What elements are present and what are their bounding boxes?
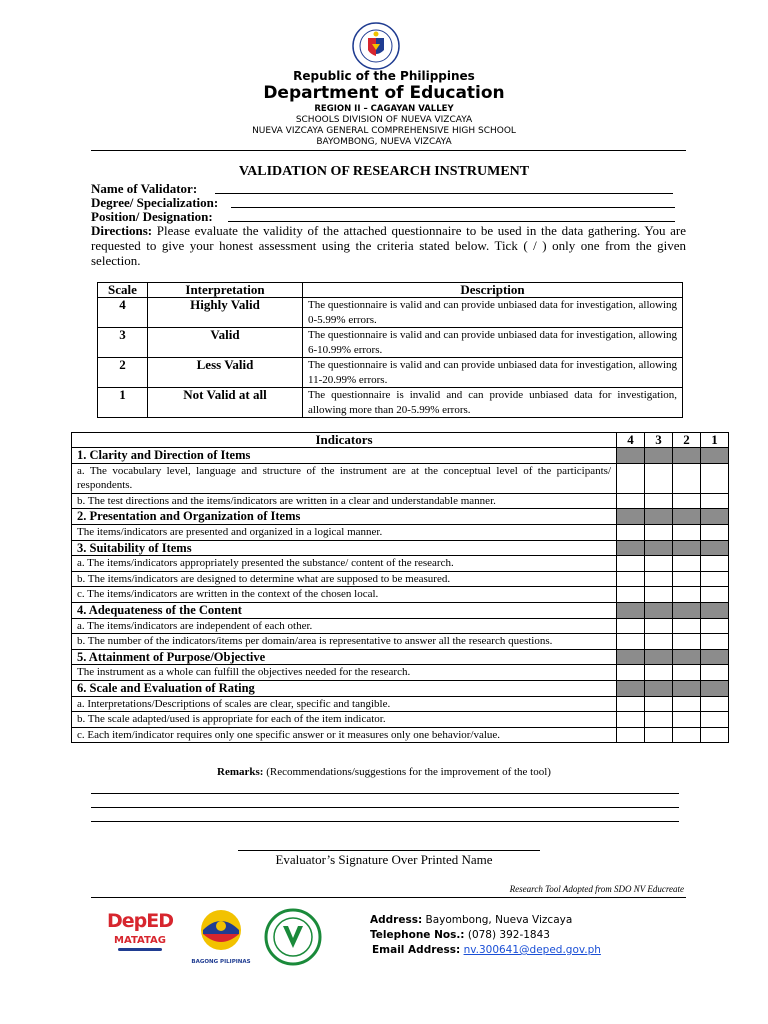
- rating-1-cell[interactable]: [701, 556, 729, 572]
- category-shade-cell: [701, 649, 729, 665]
- email-link[interactable]: nv.300641@deped.gov.ph: [463, 944, 601, 956]
- footer-phone: [370, 929, 550, 941]
- category-shade-cell: [617, 649, 645, 665]
- rating-2-cell[interactable]: [673, 634, 701, 650]
- header-region: REGION II – CAGAYAN VALLEY: [314, 104, 454, 114]
- rating-4-cell[interactable]: [617, 696, 645, 712]
- rating-3-cell[interactable]: [645, 665, 673, 681]
- category-shade-cell: [701, 602, 729, 618]
- bagong-pilipinas-emblem-icon: [199, 908, 243, 952]
- phone-label: Telephone Nos.:: [370, 929, 465, 941]
- remarks-label: Remarks:: [217, 766, 264, 778]
- rating-2-cell[interactable]: [673, 665, 701, 681]
- indicator-text: c. Each item/indicator requires only one specific answer or it measures only one behavior/value.: [72, 727, 617, 743]
- indicator-row: [72, 463, 729, 493]
- signature-caption: Evaluator’s Signature Over Printed Name: [275, 852, 493, 867]
- indicator-text: b. The scale adapted/used is appropriate for each of the item indicator.: [72, 712, 617, 728]
- scale-value: 4: [98, 298, 148, 328]
- rating-2-cell[interactable]: [673, 618, 701, 634]
- header-division: SCHOOLS DIVISION OF NUEVA VIZCAYA: [295, 115, 473, 125]
- rating-3-cell[interactable]: [645, 524, 673, 540]
- rating-3-cell[interactable]: [645, 556, 673, 572]
- indicator-row: [72, 493, 729, 509]
- indicator-text: a. The items/indicators are independent of each other.: [72, 618, 617, 634]
- scale-value: 1: [98, 388, 148, 418]
- rating-2-cell[interactable]: [673, 556, 701, 572]
- rating-3-cell[interactable]: [645, 712, 673, 728]
- header-republic: Republic of the Philippines: [293, 69, 475, 83]
- signature-line[interactable]: [238, 850, 540, 851]
- indicator-row: [72, 712, 729, 728]
- rating-3-cell[interactable]: [645, 463, 673, 493]
- category-shade-cell: [617, 680, 645, 696]
- header-department: Department of Education: [263, 83, 505, 103]
- footer-address: [370, 914, 572, 926]
- scale-description: The questionnaire is valid and can provide unbiased data for investigation, allowing 6-10.99% errors.: [303, 328, 683, 358]
- indicator-text: b. The items/indicators are designed to determine what are supposed to be measured.: [72, 571, 617, 587]
- designation-line[interactable]: [228, 209, 675, 222]
- indicator-row: [72, 587, 729, 603]
- rating-1-cell[interactable]: [701, 571, 729, 587]
- category-shade-cell: [645, 509, 673, 525]
- scale-description: The questionnaire is invalid and can provide unbiased data for investigation, allowing more than 20-5.99% errors.: [303, 388, 683, 418]
- rating-2-cell[interactable]: [673, 696, 701, 712]
- validator-name-line[interactable]: [215, 181, 673, 194]
- rating-3-cell[interactable]: [645, 587, 673, 603]
- indicator-text: b. The number of the indicators/items per domain/area is representative to answer all the research questions.: [72, 634, 617, 650]
- rating-2-cell[interactable]: [673, 727, 701, 743]
- header-location: BAYOMBONG, NUEVA VIZCAYA: [316, 137, 452, 147]
- rating-2-cell[interactable]: [673, 712, 701, 728]
- indicator-text: a. The vocabulary level, language and structure of the instrument are at the conceptual level of the participants/ respondents.: [72, 463, 617, 493]
- category-title: 6. Scale and Evaluation of Rating: [72, 680, 617, 696]
- rating-1-header: 1: [701, 433, 729, 448]
- rating-3-cell[interactable]: [645, 634, 673, 650]
- description-header: Description: [303, 283, 683, 298]
- rating-4-cell[interactable]: [617, 587, 645, 603]
- rating-1-cell[interactable]: [701, 463, 729, 493]
- category-row: [72, 448, 729, 464]
- rating-4-cell[interactable]: [617, 665, 645, 681]
- rating-4-cell[interactable]: [617, 524, 645, 540]
- category-shade-cell: [645, 649, 673, 665]
- rating-1-cell[interactable]: [701, 696, 729, 712]
- category-shade-cell: [645, 680, 673, 696]
- category-shade-cell: [645, 602, 673, 618]
- rating-4-cell[interactable]: [617, 634, 645, 650]
- scale-table: [97, 282, 683, 418]
- deped-matatag-logo: [104, 910, 176, 968]
- header-divider: [91, 150, 686, 151]
- category-row: [72, 649, 729, 665]
- address-label: Address:: [370, 914, 423, 926]
- scale-interpretation: Valid: [148, 328, 303, 358]
- rating-3-cell[interactable]: [645, 571, 673, 587]
- scale-description: The questionnaire is valid and can provide unbiased data for investigation, allowing 11-20.99% errors.: [303, 358, 683, 388]
- remarks-text: (Recommendations/suggestions for the improvement of the tool): [263, 766, 551, 778]
- category-shade-cell: [617, 509, 645, 525]
- rating-4-cell[interactable]: [617, 493, 645, 509]
- remarks-line[interactable]: [91, 793, 679, 794]
- indicator-text: a. The items/indicators appropriately presented the substance/ content of the research.: [72, 556, 617, 572]
- rating-4-cell[interactable]: [617, 463, 645, 493]
- category-shade-cell: [617, 602, 645, 618]
- footer-divider: [91, 897, 686, 898]
- rating-1-cell[interactable]: [701, 493, 729, 509]
- bagong-pilipinas-logo: [190, 908, 252, 970]
- directions-text: Please evaluate the validity of the attached questionnaire to be used in the data gathering. You are requested to give your honest assessment using the criteria stated below. Tick ( / ) only one from the given selection.: [91, 223, 686, 268]
- scale-row: [98, 328, 683, 358]
- scale-interpretation: Highly Valid: [148, 298, 303, 328]
- indicator-row: [72, 618, 729, 634]
- category-shade-cell: [645, 540, 673, 556]
- indicator-row: [72, 696, 729, 712]
- scale-row: [98, 388, 683, 418]
- rating-3-cell[interactable]: [645, 493, 673, 509]
- indicator-row: [72, 571, 729, 587]
- specialization-line[interactable]: [231, 195, 675, 208]
- phone-value: (078) 392-1843: [464, 929, 550, 941]
- rating-2-cell[interactable]: [673, 571, 701, 587]
- rating-3-header: 3: [645, 433, 673, 448]
- scale-row: [98, 358, 683, 388]
- category-shade-cell: [645, 448, 673, 464]
- rating-4-cell[interactable]: [617, 618, 645, 634]
- indicator-text: The items/indicators are presented and organized in a logical manner.: [72, 524, 617, 540]
- deped-seal: [352, 22, 400, 70]
- category-shade-cell: [701, 680, 729, 696]
- specialization-label: Degree/ Specialization:: [91, 195, 219, 210]
- indicator-text: b. The test directions and the items/indicators are written in a clear and understandable manner.: [72, 493, 617, 509]
- remarks-line[interactable]: [91, 807, 679, 808]
- indicators-header: Indicators: [72, 433, 617, 448]
- category-shade-cell: [673, 602, 701, 618]
- rating-1-cell[interactable]: [701, 634, 729, 650]
- indicator-text: a. Interpretations/Descriptions of scales are clear, specific and tangible.: [72, 696, 617, 712]
- rating-4-header: 4: [617, 433, 645, 448]
- deped-wordmark: DepED: [106, 910, 173, 932]
- indicators-table: [71, 432, 729, 743]
- rating-1-cell[interactable]: [701, 587, 729, 603]
- document-title: VALIDATION OF RESEARCH INSTRUMENT: [238, 164, 530, 179]
- scale-value: 3: [98, 328, 148, 358]
- header-school: NUEVA VIZCAYA GENERAL COMPREHENSIVE HIGH SCHOOL: [252, 126, 516, 136]
- indicator-text: c. The items/indicators are written in the context of the chosen local.: [72, 587, 617, 603]
- indicator-row: [72, 556, 729, 572]
- category-shade-cell: [673, 509, 701, 525]
- scale-description: The questionnaire is valid and can provide unbiased data for investigation, allowing 0-5.99% errors.: [303, 298, 683, 328]
- category-shade-cell: [673, 448, 701, 464]
- bagong-pilipinas-text: BAGONG PILIPINAS: [191, 959, 251, 965]
- validator-name-label: Name of Validator:: [91, 181, 198, 196]
- rating-2-cell[interactable]: [673, 587, 701, 603]
- rating-2-header: 2: [673, 433, 701, 448]
- indicator-row: [72, 665, 729, 681]
- category-title: 5. Attainment of Purpose/Objective: [72, 649, 617, 665]
- scale-value: 2: [98, 358, 148, 388]
- indicator-row: [72, 524, 729, 540]
- school-seal: [264, 908, 322, 966]
- interpretation-header: Interpretation: [148, 283, 303, 298]
- category-title: 2. Presentation and Organization of Items: [72, 509, 617, 525]
- remarks-line[interactable]: [91, 821, 679, 822]
- scale-row: [98, 298, 683, 328]
- category-shade-cell: [617, 540, 645, 556]
- category-title: 4. Adequateness of the Content: [72, 602, 617, 618]
- category-shade-cell: [673, 649, 701, 665]
- category-title: 3. Suitability of Items: [72, 540, 617, 556]
- category-row: [72, 602, 729, 618]
- category-row: [72, 680, 729, 696]
- indicator-row: [72, 727, 729, 743]
- category-shade-cell: [673, 680, 701, 696]
- directions: [91, 223, 686, 268]
- rating-3-cell[interactable]: [645, 727, 673, 743]
- category-row: [72, 540, 729, 556]
- rating-4-cell[interactable]: [617, 571, 645, 587]
- rating-4-cell[interactable]: [617, 727, 645, 743]
- matatag-swoosh-icon: [118, 948, 162, 951]
- directions-label: Directions:: [91, 223, 153, 238]
- rating-3-cell[interactable]: [645, 618, 673, 634]
- rating-1-cell[interactable]: [701, 727, 729, 743]
- scale-header: Scale: [98, 283, 148, 298]
- category-shade-cell: [701, 448, 729, 464]
- category-shade-cell: [701, 509, 729, 525]
- category-shade-cell: [617, 448, 645, 464]
- email-label: Email Address:: [372, 944, 461, 956]
- rating-2-cell[interactable]: [673, 493, 701, 509]
- indicator-row: [72, 634, 729, 650]
- rating-2-cell[interactable]: [673, 524, 701, 540]
- rating-4-cell[interactable]: [617, 712, 645, 728]
- source-note: Research Tool Adopted from SDO NV Educreate: [509, 884, 684, 894]
- scale-interpretation: Less Valid: [148, 358, 303, 388]
- designation-label: Position/ Designation:: [91, 209, 213, 224]
- rating-3-cell[interactable]: [645, 696, 673, 712]
- footer-email: [372, 944, 601, 956]
- category-shade-cell: [701, 540, 729, 556]
- category-row: [72, 509, 729, 525]
- scale-interpretation: Not Valid at all: [148, 388, 303, 418]
- rating-2-cell[interactable]: [673, 463, 701, 493]
- indicator-text: The instrument as a whole can fulfill the objectives needed for the research.: [72, 665, 617, 681]
- remarks: [0, 766, 768, 778]
- category-title: 1. Clarity and Direction of Items: [72, 448, 617, 464]
- rating-4-cell[interactable]: [617, 556, 645, 572]
- rating-1-cell[interactable]: [701, 618, 729, 634]
- address-value: Bayombong, Nueva Vizcaya: [422, 914, 573, 926]
- category-shade-cell: [673, 540, 701, 556]
- rating-1-cell[interactable]: [701, 665, 729, 681]
- matatag-wordmark: MATATAG: [114, 935, 166, 946]
- rating-1-cell[interactable]: [701, 712, 729, 728]
- rating-1-cell[interactable]: [701, 524, 729, 540]
